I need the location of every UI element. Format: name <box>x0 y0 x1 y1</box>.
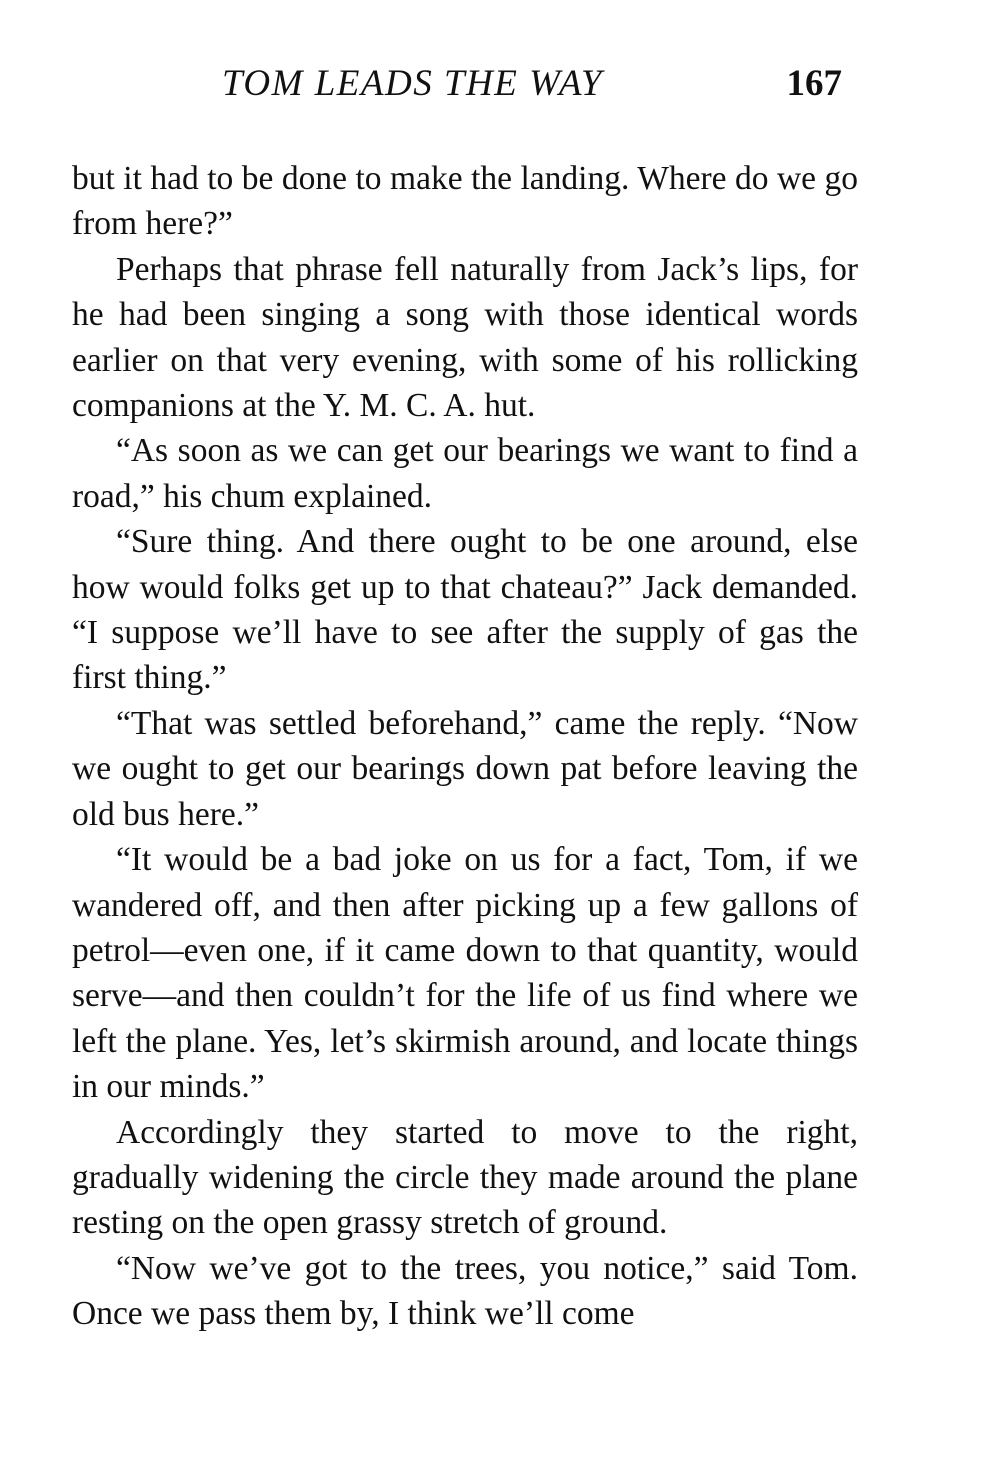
paragraph: “Sure thing. And there ought to be one around, else how would folks get up to that chateau?” Jack demanded. “I suppose we’ll have to see after the supply of gas the first thing.” <box>72 523 858 697</box>
body-text <box>72 156 858 1337</box>
page-number: 167 <box>786 63 842 104</box>
paragraph: “As soon as we can get our bearings we want to find a road,” his chum explained. <box>72 432 858 515</box>
paragraph: “Now we’ve got to the trees, you notice,” said Tom. Once we pass them by, I think we’ll come <box>72 1249 858 1333</box>
paragraph: “That was settled beforehand,” came the reply. “Now we ought to get our bearings down pat before leaving the old bus here.” <box>72 704 858 833</box>
paragraph: Accordingly they started to move to the right, gradually widening the circle they made around the plane resting on the open grassy stretch of ground. <box>72 1113 858 1242</box>
paragraph-continuation: but it had to be done to make the landing. Where do we go from here?” <box>72 160 858 243</box>
paragraph: “It would be a bad joke on us for a fact, Tom, if we wandered off, and then after picking up a few gallons of petrol—even one, if it came down to that quantity, would serve—and then couldn’t for the life of us find where we left the plane. Yes, let’s skirmish around, and locate things in our minds.” <box>72 841 858 1106</box>
running-head <box>210 62 850 122</box>
running-title: TOM LEADS THE WAY <box>222 63 603 104</box>
paragraph: Perhaps that phrase fell naturally from Jack’s lips, for he had been singing a song with those identical words earlier on that very evening, with some of his rollicking companions at the Y. M. C. A. hut. <box>72 250 858 425</box>
